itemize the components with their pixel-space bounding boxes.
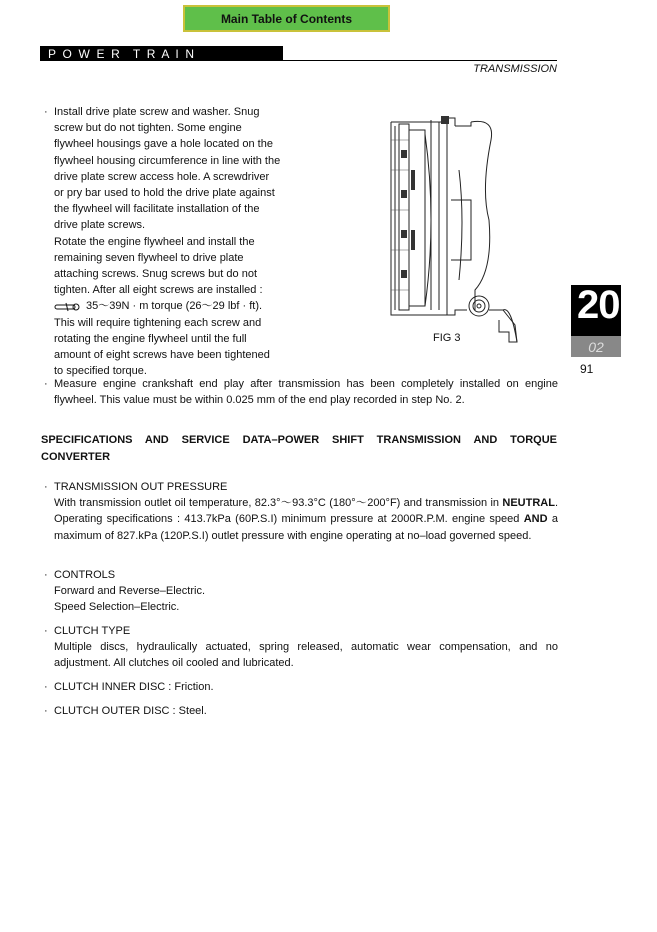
intro-line: the flywheel will facilitate installation of the [54,203,260,216]
intro-line: or pry bar used to hold the drive plate against [54,187,275,200]
section-rule [283,60,557,61]
transmission-cross-section-figure [385,110,535,350]
intro-line: flywheel housings gave a hole located on the [54,138,273,151]
bullet: · [44,681,48,693]
intro-line: attaching screws. Snug screws but do not [54,268,257,281]
torque-wrench-icon [54,302,80,312]
intro-line: amount of eight screws have been tightened [54,349,270,362]
spec-item-pressure [44,479,558,544]
spec-item-title: CLUTCH TYPE [54,625,131,637]
measure-end-play-paragraph: · Measure engine crankshaft end play after transmission has been completely installed on engine flywheel. This value must be within 0.025 mm of the end play recorded in step No. 2. [44,378,558,407]
intro-line: Rotate the engine flywheel and install the [54,235,255,248]
intro-line: flywheel housing circumference in line with the [54,154,281,167]
page-number: 91 [580,362,594,376]
spec-item-inner-disc: · CLUTCH INNER DISC : Friction. [44,679,558,695]
bullet: · [44,481,48,493]
figure-label: FIG 3 [433,332,461,344]
specifications-heading: SPECIFICATIONS AND SERVICE DATA–POWER SHIFT TRANSMISSION AND TORQUE CONVERTER [41,434,557,463]
intro-line: drive plate screw access hole. A screwdriver [54,170,270,183]
intro-line: rotating the engine flywheel until the full [54,332,247,345]
intro-line: to specified torque. [54,365,147,378]
bullet: · [44,106,48,118]
bullet: · [44,378,48,390]
spec-item-body: Forward and Reverse–Electric. [54,585,206,598]
torque-line: 35～39N · m torque (26～29 lbf · ft). [44,298,300,314]
chapter-tab-number: 20 [577,283,620,327]
bullet: · [44,705,48,717]
intro-line: drive plate screws. [54,219,146,232]
spec-item-clutch-type [44,623,558,672]
spec-item-title: TRANSMISSION OUT PRESSURE [54,481,228,493]
intro-line: Install drive plate screw and washer. Snug [54,106,260,118]
intro-line: This will require tightening each screw and [54,316,262,329]
chapter-tab-subnumber: 02 [571,336,621,357]
bullet: · [44,569,48,581]
spec-item-controls [44,567,558,616]
installation-instructions [44,104,300,379]
main-table-of-contents-button[interactable]: Main Table of Contents [183,5,390,32]
intro-line: tighten. After all eight screws are installed : [54,284,263,297]
spec-item-outer-disc: · CLUTCH OUTER DISC : Steel. [44,703,558,719]
spec-item-body: Speed Selection–Electric. [54,601,180,614]
spec-item-body: Multiple discs, hydraulically actuated, spring released, automatic wear compensation, and no adjustment. All clutches oil cooled and lubricated. [54,641,558,670]
spec-item-title: CONTROLS [54,569,116,581]
chapter-subtitle: TRANSMISSION [473,63,557,75]
bullet: · [44,625,48,637]
section-header-bar: P O W E R T R A I N [40,46,283,61]
spec-item-body: With transmission outlet oil temperature, 82.3°～93.3°C (180°～200°F) and transmission in NEUTRAL. Operating specifications : 413.7kPa (60P.S.I) minimum pressure at 2000R.P.M. engine speed AND a maximum of 827.kPa (120P.S.I) outlet pressure with engine operating at no–load governed speed. [54,497,558,542]
intro-line: remaining seven flywheel to drive plate [54,251,244,264]
intro-line: screw but do not tighten. Some engine [54,122,242,135]
